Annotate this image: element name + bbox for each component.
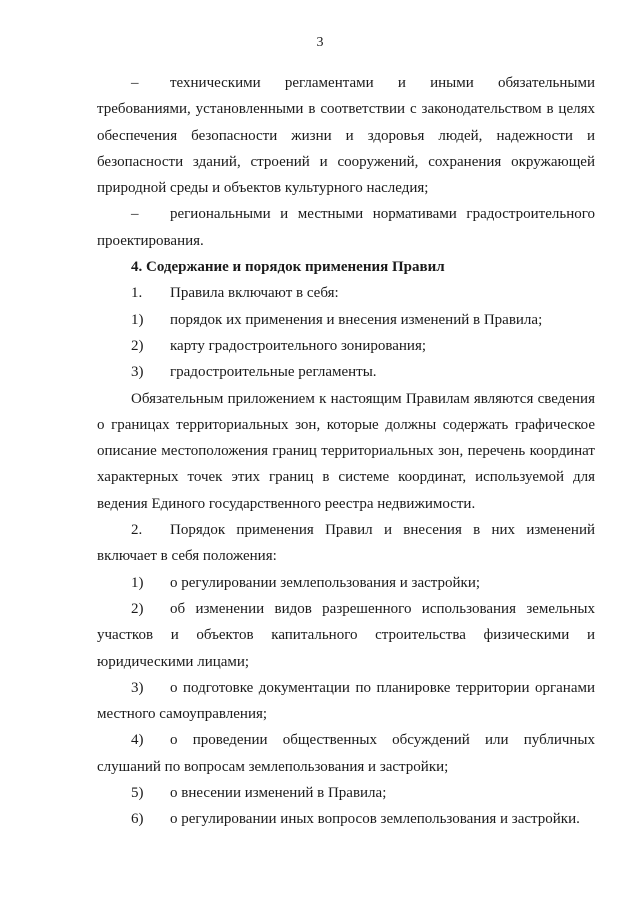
item-marker: 2.: [131, 522, 143, 539]
numbered-item-2: [97, 517, 595, 570]
sub-item-marker: 2): [131, 337, 144, 354]
appendix-paragraph: Обязательным приложением к настоящим Правилам являются сведения о границах территориальных зон, которые должны содержать графическое описание местоположения границ территориальных зон, перечень координат характерных точек этих границ в системе координат, используемой для ведения Единого государственного реестра недвижимости.: [97, 390, 595, 512]
sub-item-text: порядок их применения и внесения изменений в Правила;: [170, 311, 543, 328]
dash-item-regulations: [97, 70, 595, 201]
section-heading: 4. Содержание и порядок применения Правил: [131, 259, 445, 276]
dash-item-text: региональными и местными нормативами градостроительного проектирования.: [97, 206, 595, 249]
numbered-item-1: [97, 280, 595, 306]
sub-item: [97, 359, 595, 385]
sub-item-text: о внесении изменений в Правила;: [170, 785, 387, 802]
sub-item-text: градостроительные регламенты.: [170, 364, 377, 381]
sub-item: [97, 596, 595, 675]
sub-item-marker: 4): [131, 732, 144, 749]
dash-item-text: техническими регламентами и иными обязательными требованиями, установленными в соответствии с законодательством в целях обеспечения безопасности жизни и здоровья людей, надежности и безопасности зданий, строений и сооружений, сохранения окружающей природной среды и объектов культурного наследия;: [97, 75, 595, 197]
dash-item-normatives: [97, 201, 595, 254]
sub-item-marker: 1): [131, 574, 144, 591]
sub-item: [97, 307, 595, 333]
sub-item: [97, 675, 595, 728]
sub-item-text: о проведении общественных обсуждений или публичных слушаний по вопросам землепользования и застройки;: [97, 732, 595, 775]
sub-item-marker: 5): [131, 785, 144, 802]
sub-item: [97, 727, 595, 780]
sub-item-text: карту градостроительного зонирования;: [170, 337, 427, 354]
sub-item-marker: 2): [131, 600, 144, 617]
item-marker: 1.: [131, 285, 143, 302]
sub-item: [97, 780, 595, 806]
sub-item-text: о подготовке документации по планировке территории органами местного самоуправления;: [97, 679, 595, 723]
sub-item: [97, 806, 595, 832]
page-number: 3: [316, 35, 324, 50]
sub-item-text: о регулировании иных вопросов землепользования и застройки.: [170, 811, 580, 828]
sub-item-marker: 1): [131, 311, 144, 328]
sub-item: [97, 333, 595, 359]
dash-marker: –: [131, 206, 139, 223]
sub-item-text: о регулировании землепользования и застройки;: [170, 574, 481, 591]
sub-item-marker: 6): [131, 811, 144, 828]
document-body: [97, 70, 595, 833]
sub-item-marker: 3): [131, 364, 144, 381]
sub-item-marker: 3): [131, 679, 144, 696]
sub-item: [97, 570, 595, 596]
item-text: Правила включают в себя:: [170, 285, 339, 302]
item-text: Порядок применения Правил и внесения в них изменений включает в себя положения:: [97, 522, 595, 565]
sub-item-text: об изменении видов разрешенного использования земельных участков и объектов капитального строительства физическими и юридическими лицами;: [97, 600, 595, 670]
dash-marker: –: [131, 75, 139, 91]
